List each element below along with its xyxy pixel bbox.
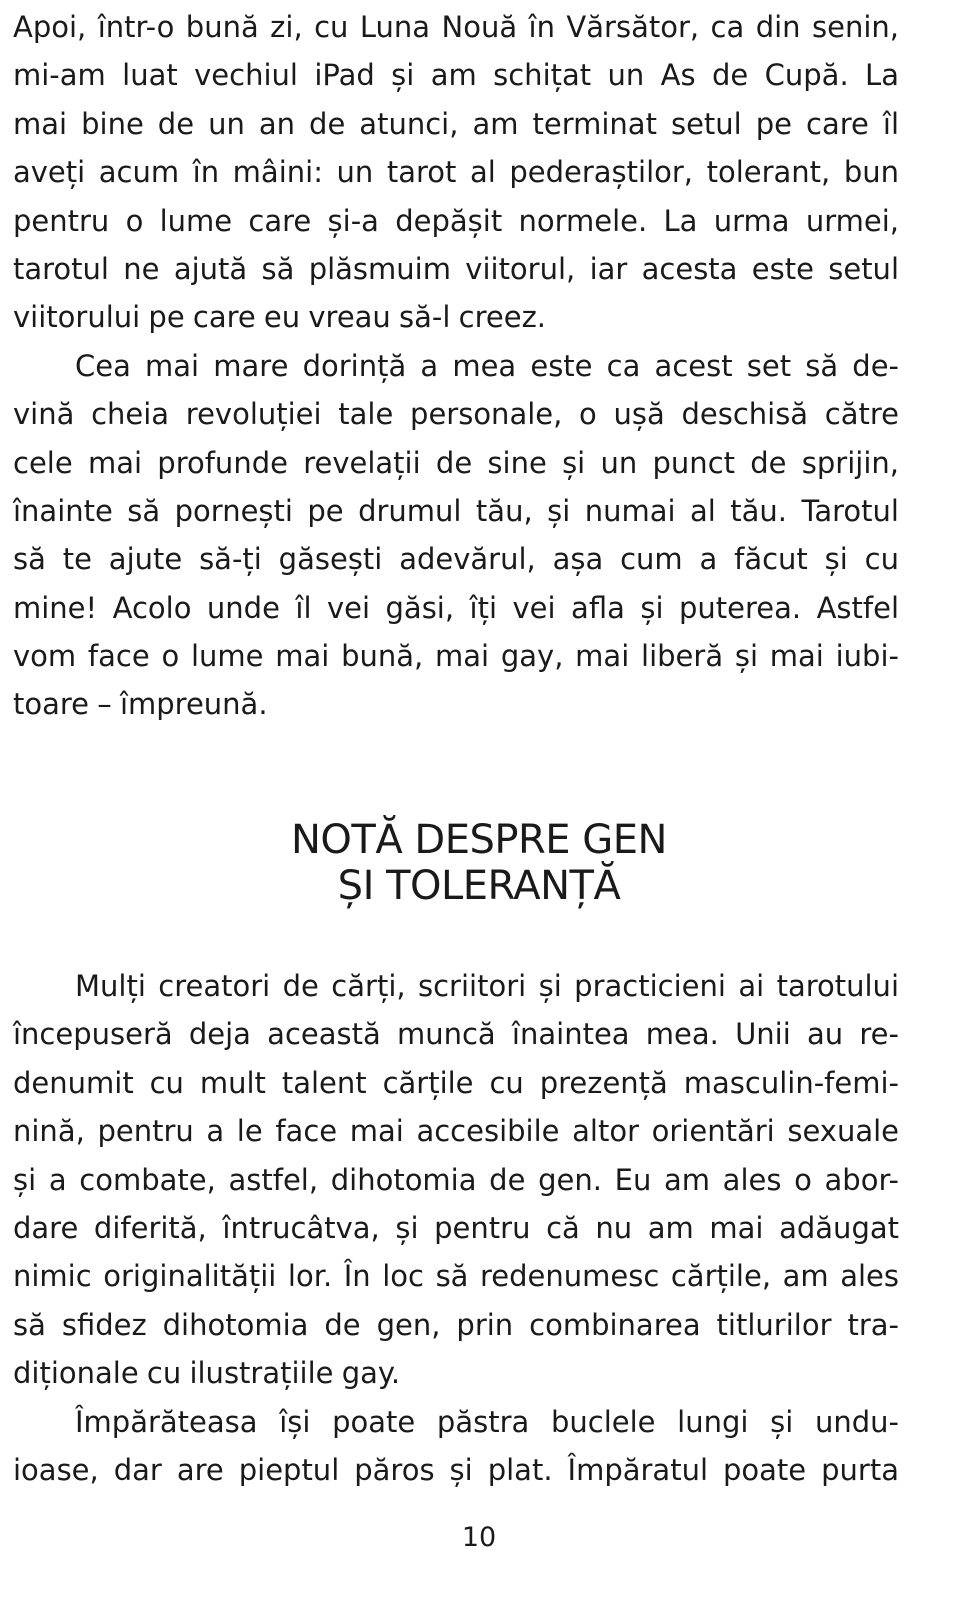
heading-line: ȘI TOLERANȚĂ (337, 863, 621, 909)
text-line: nină, pentru a le face mai accesibile altor orientări sexuale (13, 1114, 899, 1149)
section-heading (0, 817, 958, 909)
text-line: aveți acum în mâini: un tarot al pederaștilor, tolerant, bun (13, 155, 899, 190)
text-line: înainte să pornești pe drumul tău, și numai al tău. Tarotul (13, 493, 899, 528)
text-line: tarotul ne ajută să plăsmuim viitorul, iar acesta este setul (13, 251, 899, 286)
text-line: mai bine de un an de atunci, am terminat setul pe care îl (13, 106, 899, 141)
text-line: diționale cu ilustrațiile gay. (13, 1356, 401, 1391)
paragraph (13, 962, 899, 1398)
text-block-top (13, 3, 899, 729)
text-line: denumit cu mult talent cărțile cu prezență masculin-femi- (13, 1065, 899, 1100)
text-line: mi-am luat vechiul iPad și am schițat un As de Cupă. La (13, 58, 899, 93)
paragraph (13, 342, 899, 729)
text-line: Apoi, într-o bună zi, cu Luna Nouă în Vărsător, ca din senin, (13, 10, 899, 44)
text-line: viitorului pe care eu vreau să-l creez. (13, 300, 547, 335)
text-line: și a combate, astfel, dihotomia de gen. Eu am ales o abor- (13, 1162, 899, 1197)
paragraph (13, 1398, 899, 1495)
text-line: nimic originalității lor. În loc să redenumesc cărțile, am ales (13, 1259, 899, 1294)
text-line: Cea mai mare dorință a mea este ca acest set să de- (75, 348, 899, 383)
text-line: Mulți creatori de cărți, scriitori și practicieni ai tarotului (75, 969, 899, 1003)
page-number: 10 (461, 1522, 497, 1553)
text-line: mine! Acolo unde îl vei găsi, îți vei afla și puterea. Astfel (13, 590, 899, 625)
text-line: toare – împreună. (13, 687, 268, 722)
paragraph (13, 3, 899, 342)
text-line: ioase, dar are pieptul păros și plat. Împăratul poate purta (13, 1452, 899, 1487)
text-line: dare diferită, întrucâtva, și pentru că nu am mai adăugat (13, 1210, 899, 1245)
text-line: vom face o lume mai bună, mai gay, mai liberă și mai iubi- (13, 639, 899, 674)
text-line: pentru o lume care și-a depășit normele. La urma urmei, (13, 203, 899, 238)
heading-line: NOTĂ DESPRE GEN (291, 817, 667, 863)
text-line: începuseră deja această muncă înaintea mea. Unii au re- (13, 1017, 899, 1052)
text-line: să sfidez dihotomia de gen, prin combinarea titlurilor tra- (13, 1307, 899, 1342)
text-line: Împărăteasa își poate păstra buclele lungi și undu- (75, 1404, 899, 1439)
text-line: vină cheia revoluției tale personale, o ușă deschisă către (13, 397, 899, 432)
text-block-bottom (13, 962, 899, 1494)
text-line: să te ajute să-ți găsești adevărul, așa cum a făcut și cu (13, 542, 899, 577)
text-line: cele mai profunde revelații de sine și un punct de sprijin, (13, 445, 899, 480)
